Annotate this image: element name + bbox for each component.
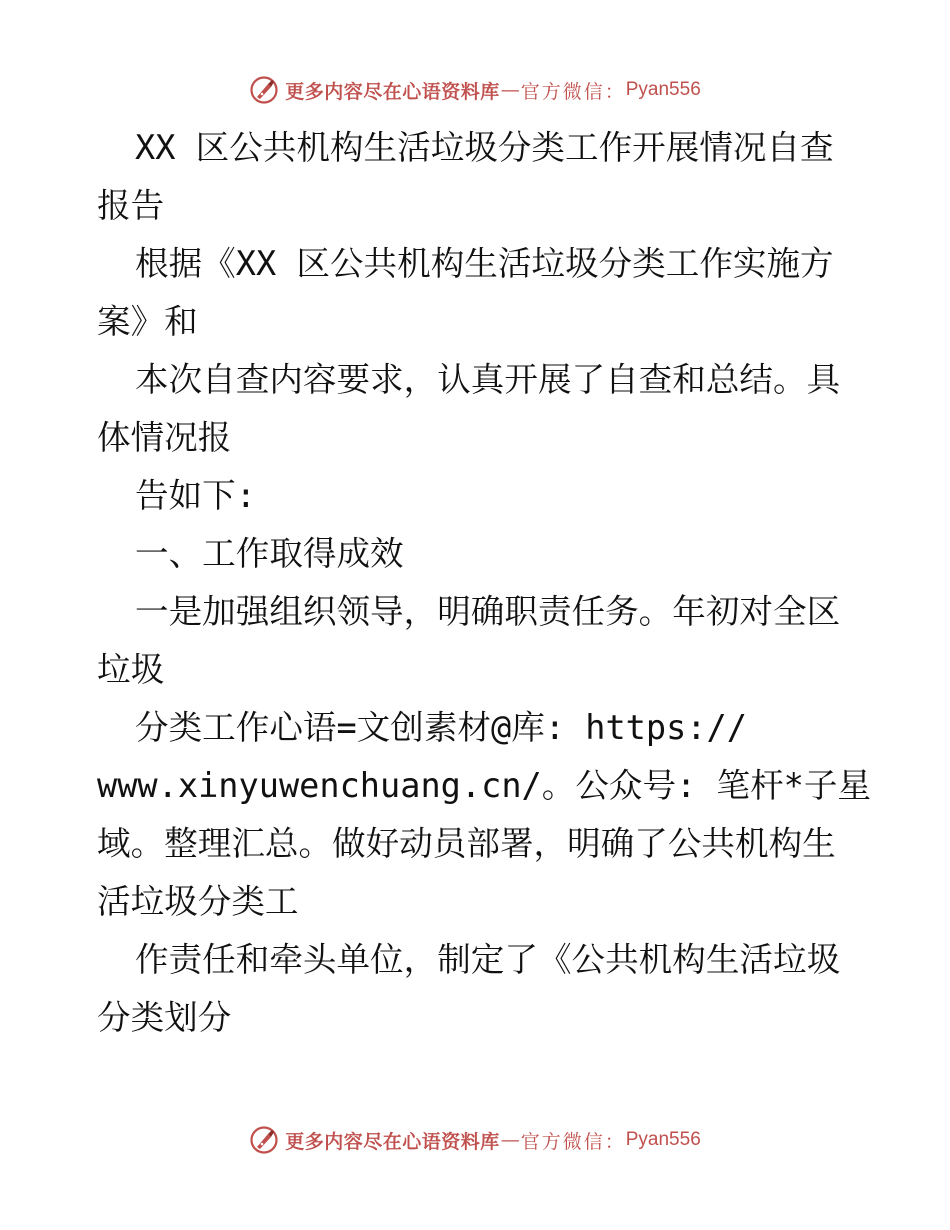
- footer-dash: —: [500, 1129, 520, 1151]
- footer-slogan: 更多内容尽在心语资料库: [285, 1130, 500, 1153]
- doc-line-1: XX 区公共机构生活垃圾分类工作开展情况自查: [135, 128, 834, 167]
- footer-wechat-id: Pyan556: [625, 1129, 701, 1150]
- header-dash: —: [500, 79, 520, 101]
- doc-line-9: 一是加强组织领导，明确职责任务。年初对全区: [135, 592, 841, 631]
- pen-nib-logo-icon: [249, 75, 279, 105]
- header-banner: [0, 70, 950, 110]
- header-wechat-id: Pyan556: [625, 79, 701, 100]
- footer-official-label: 官方微信：: [520, 1130, 626, 1153]
- doc-line-8: 一、工作取得成效: [135, 534, 404, 573]
- doc-line-7: 告如下:: [135, 476, 256, 515]
- doc-line-12: www.xinyuwenchuang.cn/。公众号: 笔杆*子星: [97, 766, 872, 805]
- doc-line-11: 分类工作心语=文创素材@库: https://: [135, 708, 747, 747]
- doc-line-10: 垃圾: [97, 650, 165, 689]
- doc-line-14: 活垃圾分类工: [97, 882, 299, 921]
- doc-line-3: 根据《XX 区公共机构生活垃圾分类工作实施方: [135, 244, 834, 283]
- document-body: [97, 119, 897, 1047]
- doc-line-16: 分类划分: [97, 998, 232, 1037]
- doc-line-2: 报告: [97, 186, 165, 225]
- footer-banner: [0, 1120, 950, 1160]
- header-slogan: 更多内容尽在心语资料库: [285, 80, 500, 103]
- pen-nib-logo-icon: [249, 1125, 279, 1155]
- doc-line-6: 体情况报: [97, 418, 232, 457]
- doc-line-15: 作责任和牵头单位，制定了《公共机构生活垃圾: [135, 940, 841, 979]
- doc-line-13: 域。整理汇总。做好动员部署，明确了公共机构生: [97, 824, 836, 863]
- doc-line-4: 案》和: [97, 302, 198, 341]
- doc-line-5: 本次自查内容要求，认真开展了自查和总结。具: [135, 360, 841, 399]
- header-official-label: 官方微信：: [520, 80, 626, 103]
